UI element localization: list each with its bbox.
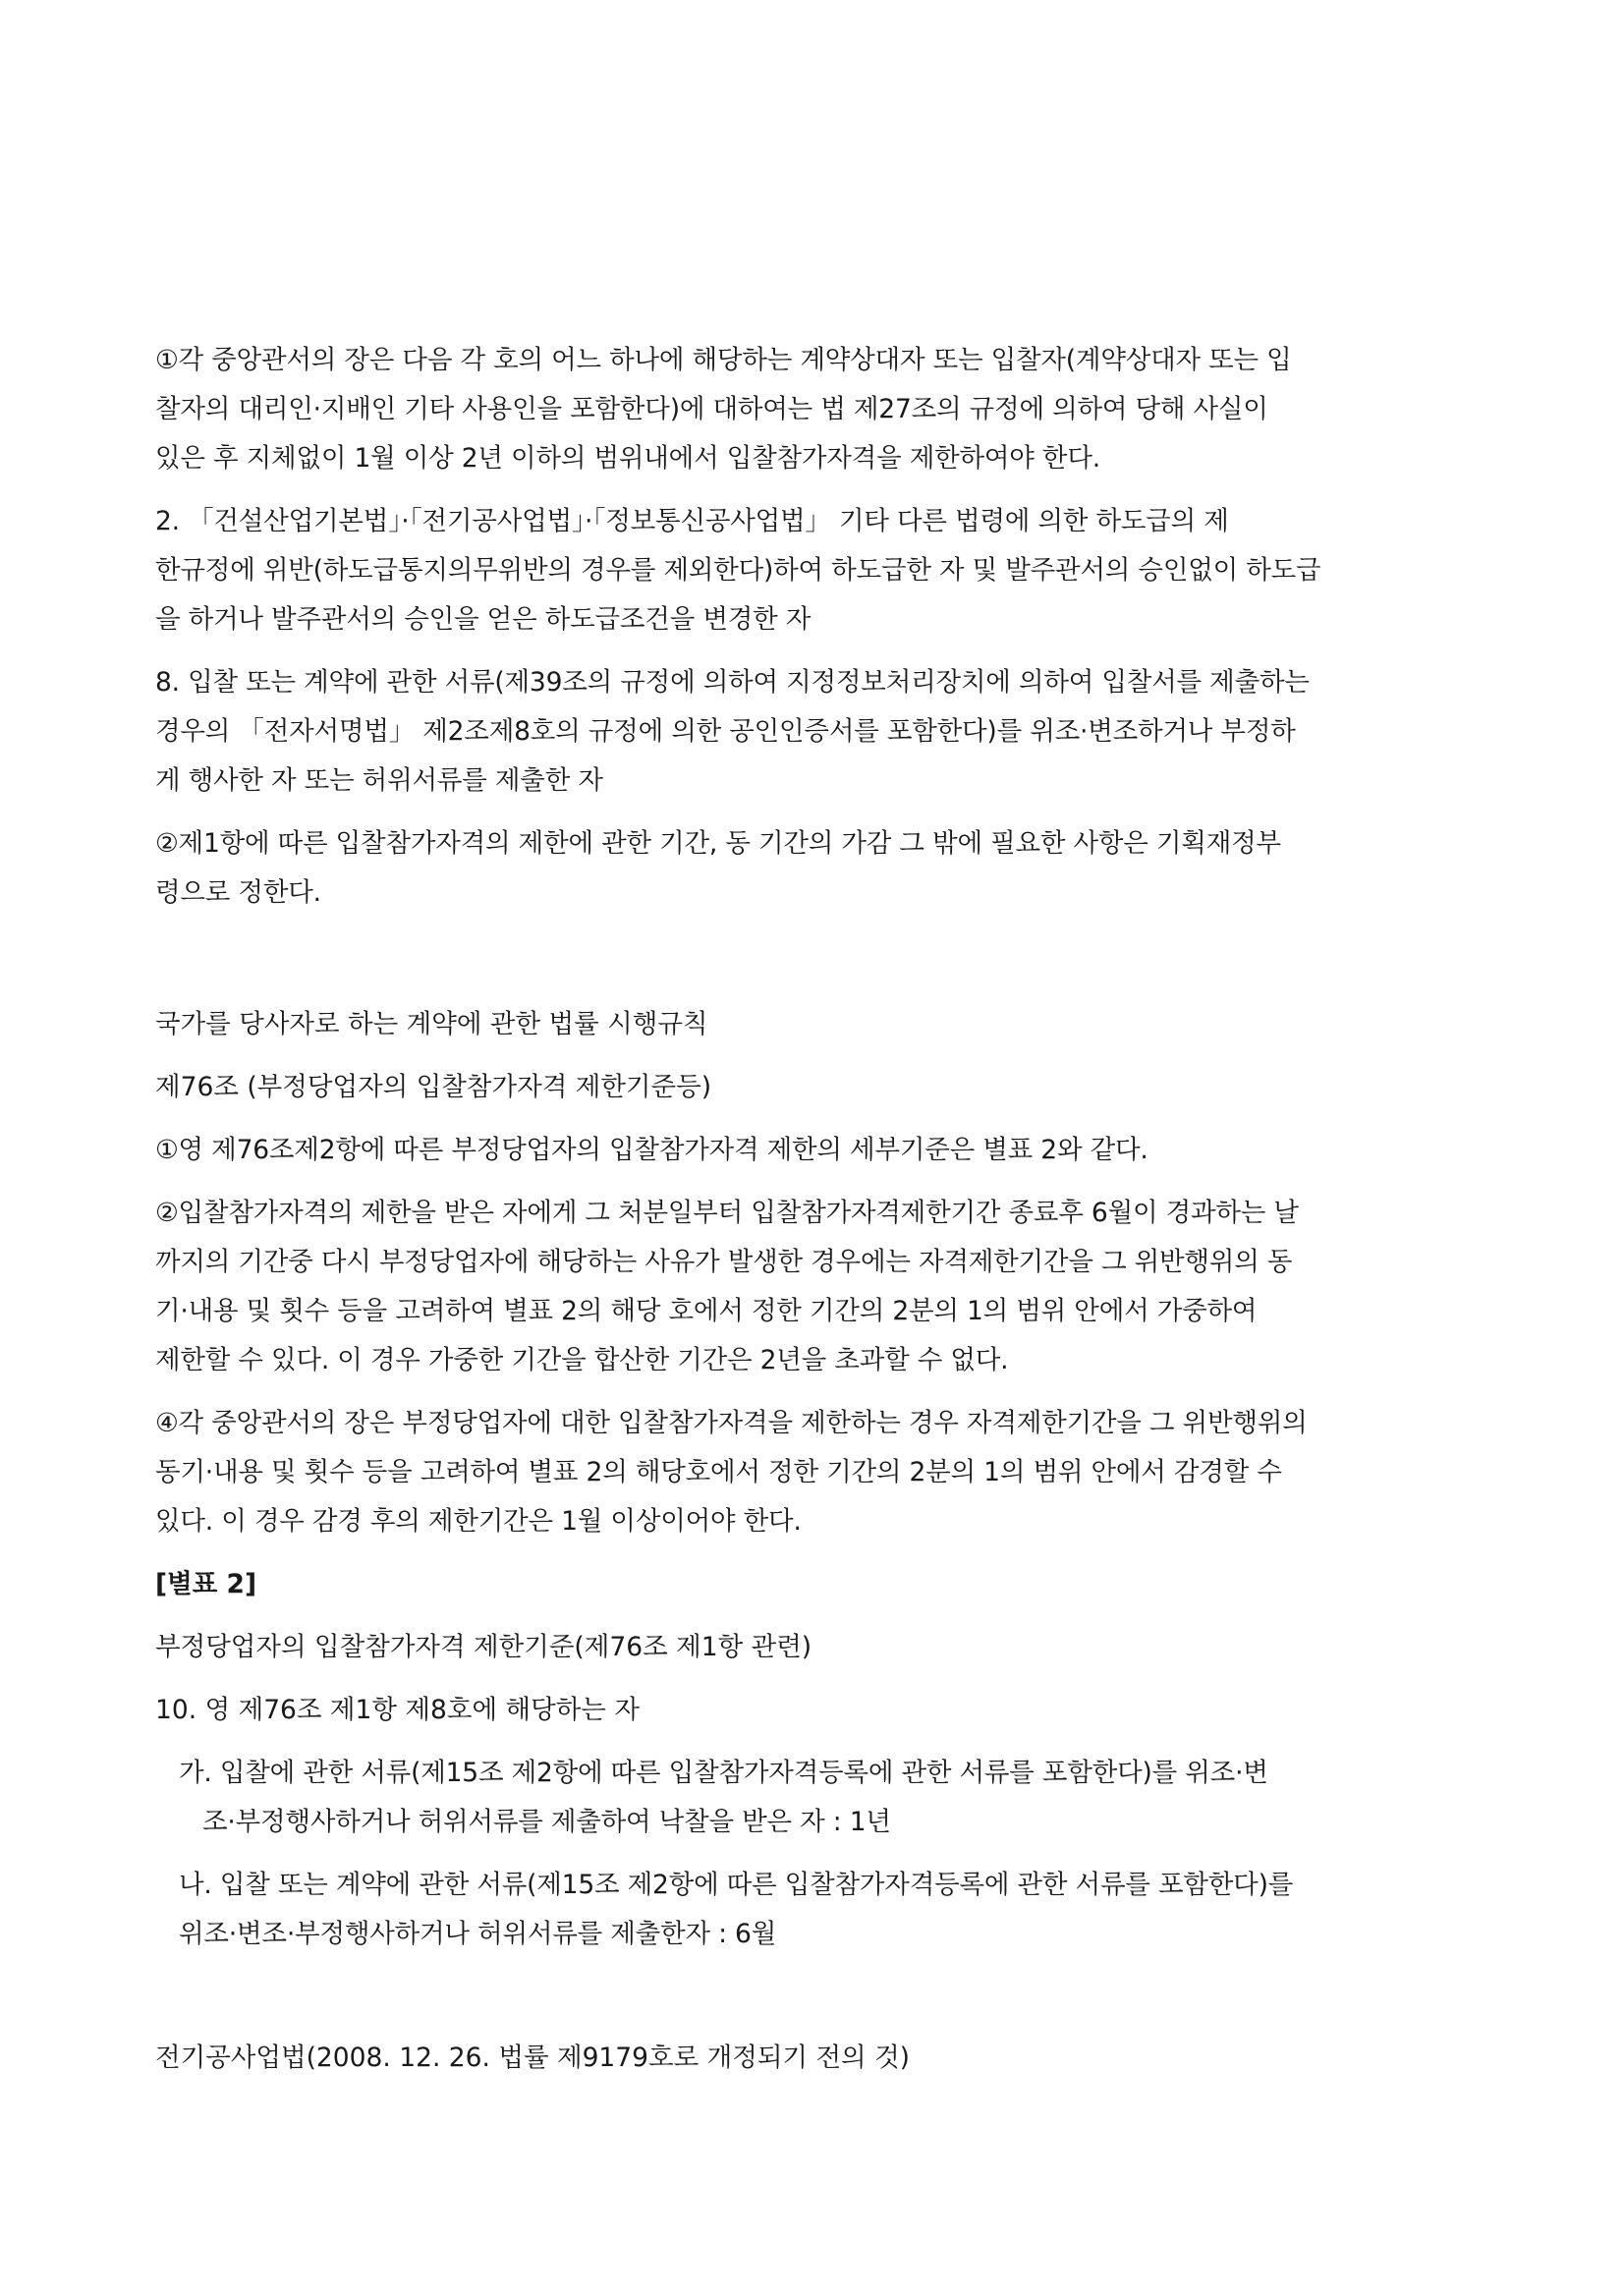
text-line: 한규정에 위반(하도급통지의무위반의 경우를 제외한다)하여 하도급한 자 및 발주관서의 승인없이 하도급 — [155, 555, 1321, 586]
text-line: 제한할 수 있다. 이 경우 가중한 기간을 합산한 기간은 2년을 초과할 수 없다. — [155, 1345, 1009, 1375]
annex-item-10: 10. 영 제76조 제1항 제8호에 해당하는 자 — [155, 1695, 640, 1725]
text-line: 령으로 정한다. — [155, 877, 321, 908]
text-line: 8. 입찰 또는 계약에 관한 서류(제39조의 규정에 의하여 지정정보처리장치에 의하여 입찰서를 제출하는 — [155, 667, 1310, 698]
document-page — [155, 336, 1482, 2097]
text-line: ①각 중앙관서의 장은 다음 각 호의 어느 하나에 해당하는 계약상대자 또는 입찰자(계약상대자 또는 입 — [155, 345, 1292, 375]
text-line: 경우의 「전자서명법」 제2조제8호의 규정에 의한 공인인증서를 포함한다)를 위조·변조하거나 부정하 — [155, 716, 1296, 747]
article-paragraph-1 — [155, 1126, 1482, 1175]
annex-subitem-ga — [155, 1749, 1482, 1847]
text-line: ④각 중앙관서의 장은 부정당업자에 대한 입찰참가자격을 제한하는 경우 자격제한기간을 그 위반행위의 — [155, 1408, 1308, 1438]
final-heading: 전기공사업법(2008. 12. 26. 법률 제9179호로 개정되기 전의 것) — [155, 2043, 911, 2073]
text-line: 게 행사한 자 또는 허위서류를 제출한 자 — [155, 765, 603, 796]
article-paragraph-2 — [155, 1189, 1482, 1385]
paragraph-item-8 — [155, 658, 1482, 806]
rule-title: 국가를 당사자로 하는 계약에 관한 법률 시행규칙 — [155, 1009, 708, 1039]
paragraph-clause-1 — [155, 336, 1482, 483]
text-line: 까지의 기간중 다시 부정당업자에 해당하는 사유가 발생한 경우에는 자격제한기간을 그 위반행위의 동 — [155, 1247, 1293, 1277]
section-gap — [155, 1973, 1482, 2034]
paragraph-item-2 — [155, 497, 1482, 644]
text-line: 있다. 이 경우 감경 후의 제한기간은 1월 이상이어야 한다. — [155, 1506, 802, 1537]
article-title: 제76조 (부정당업자의 입찰참가자격 제한기준등) — [155, 1072, 712, 1102]
text-line: 가. 입찰에 관한 서류(제15조 제2항에 따른 입찰참가자격등록에 관한 서류를 포함한다)를 위조·변 — [179, 1758, 1268, 1788]
text-line: 2. 「건설산업기본법」·「전기공사업법」·「정보통신공사업법」 기타 다른 법령에 의한 하도급의 제 — [155, 506, 1229, 536]
text-line: 나. 입찰 또는 계약에 관한 서류(제15조 제2항에 따른 입찰참가자격등록에 관한 서류를 포함한다)를 — [179, 1870, 1294, 1900]
text-line: 을 하거나 발주관서의 승인을 얻은 하도급조건을 변경한 자 — [155, 604, 812, 635]
text-line: 있은 후 지체없이 1월 이상 2년 이하의 범위내에서 입찰참가자격을 제한하여야 한다. — [155, 443, 1100, 474]
paragraph-clause-2 — [155, 819, 1482, 918]
text-line: 위조·변조·부정행사하거나 허위서류를 제출한자 : 6월 — [179, 1919, 777, 1949]
text-line: 조·부정행사하거나 허위서류를 제출하여 낙찰을 받은 자 : 1년 — [202, 1807, 891, 1837]
text-line: 동기·내용 및 횟수 등을 고려하여 별표 2의 해당호에서 정한 기간의 2분의 1의 범위 안에서 감경할 수 — [155, 1457, 1282, 1487]
annex-subitem-na — [155, 1861, 1482, 1959]
text-line: ①영 제76조제2항에 따른 부정당업자의 입찰참가자격 제한의 세부기준은 별표 2와 같다. — [155, 1135, 1148, 1165]
text-line: ②제1항에 따른 입찰참가자격의 제한에 관한 기간, 동 기간의 가감 그 밖에 필요한 사항은 기획재정부 — [155, 828, 1281, 859]
text-line: ②입찰참가자격의 제한을 받은 자에게 그 처분일부터 입찰참가자격제한기간 종료후 6월이 경과하는 날 — [155, 1198, 1299, 1228]
article-paragraph-4 — [155, 1399, 1482, 1546]
annex-label: [별표 2] — [155, 1569, 257, 1599]
annex-title: 부정당업자의 입찰참가자격 제한기준(제76조 제1항 관련) — [155, 1632, 812, 1662]
section-gap — [155, 931, 1482, 1000]
text-line: 기·내용 및 횟수 등을 고려하여 별표 2의 해당 호에서 정한 기간의 2분의 1의 범위 안에서 가중하여 — [155, 1296, 1258, 1326]
text-line: 찰자의 대리인·지배인 기타 사용인을 포함한다)에 대하여는 법 제27조의 규정에 의하여 당해 사실이 — [155, 394, 1268, 424]
